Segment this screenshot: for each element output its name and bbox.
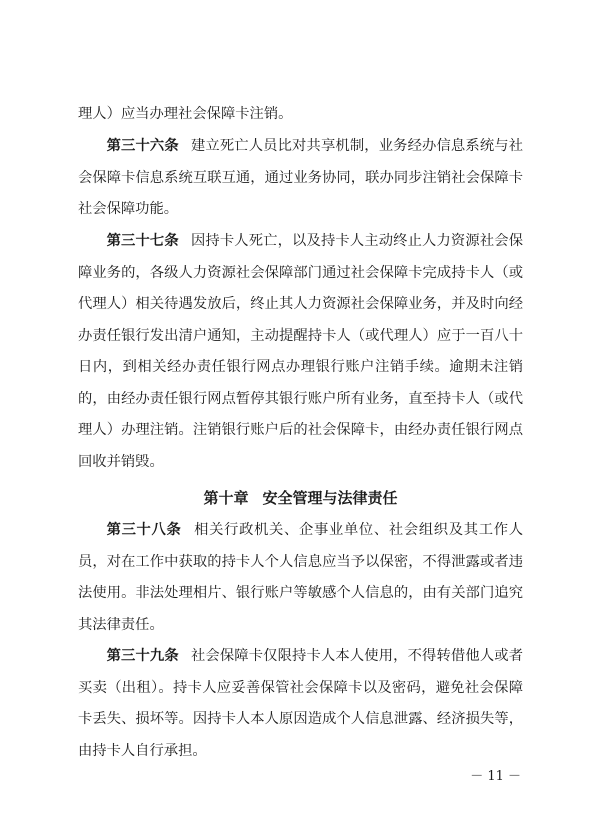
article-number: 第三十七条 [106,233,179,249]
article-text: 社会保障卡仅限持卡人本人使用，不得转借他人或者买卖（出租）。持卡人应妥善保管社会保障卡以及密码，避免社会保障卡丢失、损坏等。因持卡人本人原因造成个人信息泄露、经济损失等，由持卡人自行承担。 [78,648,524,759]
article-text: 因持卡人死亡，以及持卡人主动终止人力资源社会保障业务的，各级人力资源社会保障部门通过社会保障卡完成持卡人（或代理人）相关待遇发放后，终止其人力资源社会保障业务，并及时向经办责任银行发出清户通知，主动提醒持卡人（或代理人）应于一百八十日内，到相关经办责任银行网点办理银行账户注销手续。逾期未注销的，由经办责任银行网点暂停其银行账户所有业务，直至持卡人（或代理人）办理注销。注销银行账户后的社会保障卡，由经办责任银行网点回收并销毁。 [78,233,524,470]
article-37 [78,226,523,478]
chapter-title: 安全管理与法律责任 [262,489,398,507]
article-number: 第三十八条 [106,522,182,538]
article-number: 第三十六条 [106,138,179,154]
continuation-paragraph [78,99,523,131]
article-38 [78,515,523,641]
article-number: 第三十九条 [106,648,179,664]
article-text: 建立死亡人员比对共享机制，业务经办信息系统与社会保障卡信息系统互联互通，通过业务协同，联办同步注销社会保障卡社会保障功能。 [78,138,524,217]
chapter-number: 第十章 [203,489,249,507]
article-text: 相关行政机关、企事业单位、社会组织及其工作人员，对在工作中获取的持卡人个人信息应当予以保密，不得泄露或者违法使用。非法处理相片、银行账户等敏感个人信息的，由有关部门追究其法律责任。 [78,522,523,633]
article-39 [78,641,523,767]
continuation-text: 理人）应当办理社会保障卡注销。 [78,106,293,122]
article-36 [78,131,523,226]
chapter-heading [78,483,523,513]
page-number: － 11 － [470,769,521,784]
